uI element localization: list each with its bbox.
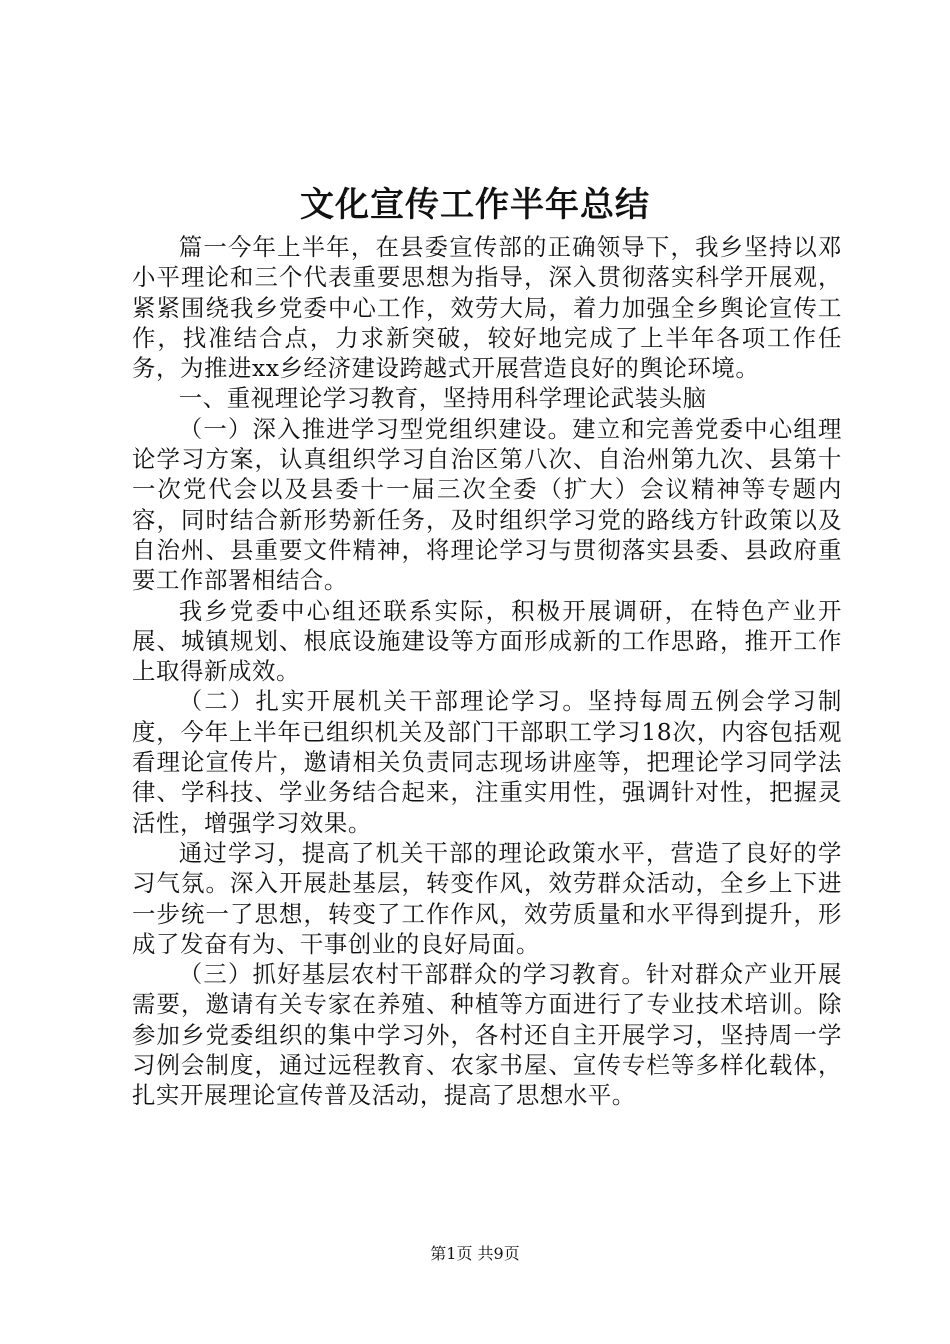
- document-body: [132, 232, 842, 1111]
- paragraph-learning-results: 通过学习，提高了机关干部的理论政策水平，营造了良好的学习气氛。深入开展赴基层，转变作风，效劳群众活动，全乡上下进一步统一了思想，转变了工作作风，效劳质量和水平得到提升，形成了发奋有为、干事创业的良好局面。: [132, 838, 842, 958]
- paragraph-subsection-1: （一）深入推进学习型党组织建设。建立和完善党委中心组理论学习方案，认真组织学习自治区第八次、自治州第九次、县第十一次党代会以及县委十一届三次全委（扩大）会议精神等专题内容，同时结合新形势新任务，及时组织学习党的路线方针政策以及自治州、县重要文件精神，将理论学习与贯彻落实县委、县政府重要工作部署相结合。: [132, 414, 842, 595]
- paragraph-subsection-3: （三）抓好基层农村干部群众的学习教育。针对群众产业开展需要，邀请有关专家在养殖、种植等方面进行了专业技术培训。除参加乡党委组织的集中学习外，各村还自主开展学习，坚持周一学习例会制度，通过远程教育、农家书屋、宣传专栏等多样化载体，扎实开展理论宣传普及活动，提高了思想水平。: [132, 960, 842, 1110]
- paragraph-subsection-2: （二）扎实开展机关干部理论学习。坚持每周五例会学习制度，今年上半年已组织机关及部门干部职工学习18次，内容包括观看理论宣传片，邀请相关负责同志现场讲座等，把理论学习同学法律、学科技、学业务结合起来，注重实用性，强调针对性，把握灵活性，增强学习效果。: [132, 687, 842, 837]
- paragraph-intro: 篇一今年上半年，在县委宣传部的正确领导下，我乡坚持以邓小平理论和三个代表重要思想为指导，深入贯彻落实科学开展观，紧紧围绕我乡党委中心工作，效劳大局，着力加强全乡舆论宣传工作，找准结合点，力求新突破，较好地完成了上半年各项工作任务，为推进xx乡经济建设跨越式开展营造良好的舆论环境。: [132, 233, 842, 383]
- paragraph-central-group: 我乡党委中心组还联系实际，积极开展调研，在特色产业开展、城镇规划、根底设施建设等方面形成新的工作思路，推开工作上取得新成效。: [132, 596, 842, 686]
- document-title: 文化宣传工作半年总结: [300, 185, 650, 225]
- section-heading-1: 一、重视理论学习教育，坚持用科学理论武装头脑: [178, 384, 707, 413]
- page-number: 第1页 共9页: [430, 1244, 520, 1263]
